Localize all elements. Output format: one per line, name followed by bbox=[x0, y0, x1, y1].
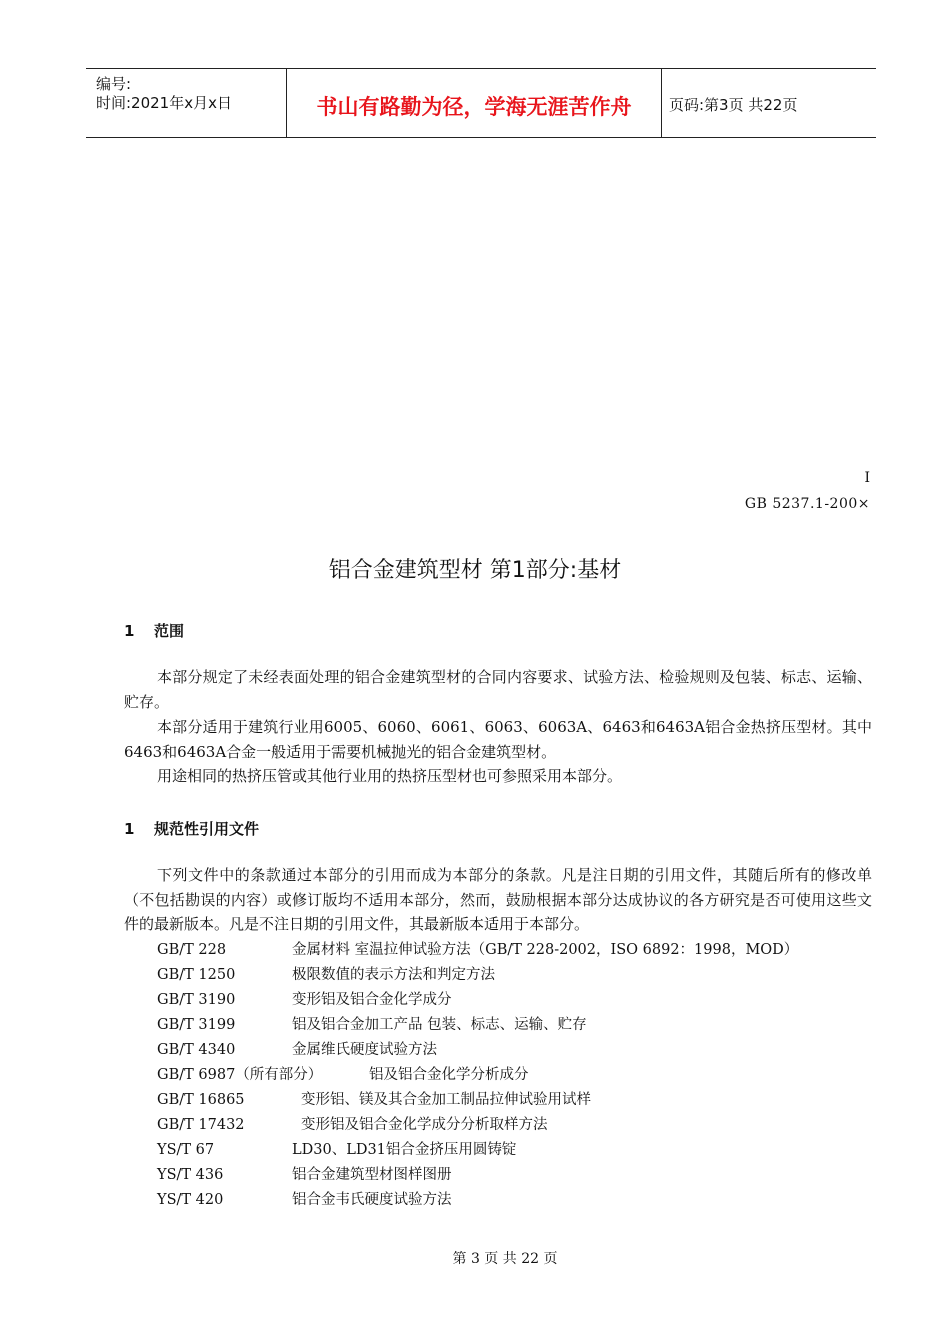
reference-title: 铝及铝合金化学分析成分 bbox=[369, 1067, 529, 1083]
header-meta-cell bbox=[86, 69, 286, 137]
page-label: 页码:第3页 共22页 bbox=[669, 96, 798, 114]
reference-item bbox=[157, 1063, 857, 1088]
paragraph: 本部分适用于建筑行业用6005、6060、6061、6063、6063A、6463和6463A铝合金热挤压型材。其中6463和6463A合金一般适用于需要机械抛光的铝合金建筑型材。 bbox=[124, 718, 872, 761]
reference-item bbox=[157, 988, 857, 1013]
paragraph: 下列文件中的条款通过本部分的引用而成为本部分的条款。凡是注日期的引用文件，其随后所有的修改单（不包括勘误的内容）或修订版均不适用本部分，然而，鼓励根据本部分达成协议的各方研究是否可使用这些文件的最新版本。凡是不注日期的引用文件，其最新版本适用于本部分。 bbox=[124, 866, 872, 933]
paragraph: 用途相同的热挤压管或其他行业用的热挤压型材也可参照采用本部分。 bbox=[157, 767, 623, 785]
section-number: 1 bbox=[124, 622, 135, 640]
reference-code: YS/T 420 bbox=[157, 1192, 224, 1208]
reference-code: GB/T 4340 bbox=[157, 1042, 236, 1058]
reference-title: 铝及铝合金加工产品 包装、标志、运输、贮存 bbox=[292, 1017, 587, 1033]
reference-title: 变形铝、镁及其合金加工制品拉伸试验用试样 bbox=[301, 1092, 591, 1108]
reference-title: 变形铝及铝合金化学成分分析取样方法 bbox=[301, 1117, 548, 1133]
reference-title: 铝合金韦氏硬度试验方法 bbox=[292, 1192, 452, 1208]
section-number: 1 bbox=[124, 820, 135, 838]
reference-title: 极限数值的表示方法和判定方法 bbox=[292, 967, 495, 983]
reference-code: GB/T 1250 bbox=[157, 967, 236, 983]
reference-title: 金属维氏硬度试验方法 bbox=[292, 1042, 437, 1058]
number-label: 编号: bbox=[96, 75, 132, 93]
section-title: 范围 bbox=[154, 622, 185, 640]
time-label: 时间:2021年x月x日 bbox=[96, 94, 232, 112]
reference-item bbox=[157, 1138, 857, 1163]
reference-list bbox=[157, 938, 857, 1213]
reference-item bbox=[157, 1013, 857, 1038]
reference-item bbox=[157, 1188, 857, 1213]
reference-item bbox=[157, 1088, 857, 1113]
reference-item bbox=[157, 938, 857, 963]
reference-item bbox=[157, 1113, 857, 1138]
paragraph: 本部分规定了未经表面处理的铝合金建筑型材的合同内容要求、试验方法、检验规则及包装、标志、运输、贮存。 bbox=[124, 668, 872, 711]
header-motto-cell bbox=[286, 69, 662, 137]
reference-title: 铝合金建筑型材图样图册 bbox=[292, 1167, 452, 1183]
reference-item bbox=[157, 1163, 857, 1188]
standard-number: GB 5237.1-200× bbox=[744, 496, 870, 512]
page-header bbox=[86, 68, 876, 138]
reference-title: 变形铝及铝合金化学成分 bbox=[292, 992, 452, 1008]
reference-code: GB/T 3199 bbox=[157, 1017, 236, 1033]
reference-code: GB/T 16865 bbox=[157, 1092, 245, 1108]
document-title: 铝合金建筑型材 第1部分:基材 bbox=[328, 558, 622, 583]
reference-code: GB/T 6987（所有部分） bbox=[157, 1067, 323, 1083]
reference-code: GB/T 17432 bbox=[157, 1117, 245, 1133]
reference-title: 金属材料 室温拉伸试验方法（GB/T 228-2002，ISO 6892：1998，MOD） bbox=[292, 942, 799, 958]
reference-code: YS/T 67 bbox=[157, 1142, 215, 1158]
reference-item bbox=[157, 1038, 857, 1063]
reference-code: YS/T 436 bbox=[157, 1167, 224, 1183]
reference-code: GB/T 228 bbox=[157, 942, 227, 958]
reference-code: GB/T 3190 bbox=[157, 992, 236, 1008]
reference-title: LD30、LD31铝合金挤压用圆铸锭 bbox=[292, 1142, 517, 1158]
section-heading-references bbox=[124, 818, 259, 839]
reference-item bbox=[157, 963, 857, 988]
page-footer: 第 3 页 共 22 页 bbox=[452, 1251, 558, 1267]
motto: 书山有路勤为径，学海无涯苦作舟 bbox=[316, 95, 632, 119]
front-page-roman: I bbox=[864, 470, 870, 486]
header-page-cell bbox=[661, 69, 876, 137]
section-heading-scope bbox=[124, 620, 184, 641]
section-title: 规范性引用文件 bbox=[154, 820, 260, 838]
